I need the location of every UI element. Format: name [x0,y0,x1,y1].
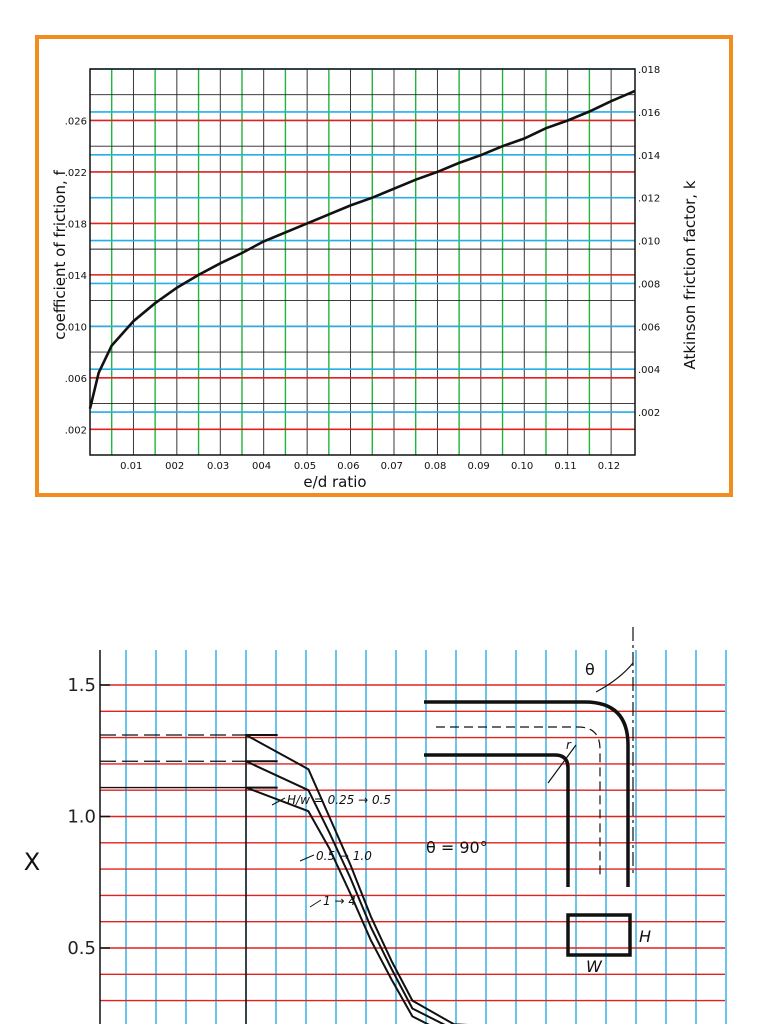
x-tick-label: 0.10 [510,461,534,472]
x-tick-label: 004 [251,461,272,472]
friction-factor-chart [35,35,733,497]
y-tick-label: .006 [64,373,87,385]
bend-outer-wall [424,702,628,887]
x-tick-label: 0.09 [467,461,490,472]
y-tick-label: 1.5 [67,675,96,696]
y-tick-label: .026 [64,116,87,128]
curve-label-2-leader [300,855,314,861]
y2-tick-label: .006 [638,322,661,334]
y-tick-label: .018 [64,219,87,231]
x-tick-label: 0.05 [293,461,317,472]
x-tick-label: 0.11 [554,461,577,472]
y2-tick-label: .002 [638,408,661,420]
y-tick-label: .014 [64,270,87,282]
curve-label-1: H/w = 0.25 → 0.5 [287,793,392,807]
y-axis-label: coefficient of friction, f [51,170,69,340]
y2-tick-label: .004 [638,365,661,377]
y2-tick-label: .012 [638,193,661,205]
width-label: W [586,957,602,976]
bend-curve [246,735,662,1024]
bend-curves [100,735,662,1024]
x-tick-label: 0.12 [597,461,621,472]
x-axis-label: e/d ratio [303,473,367,491]
y-tick-label: 1.0 [67,806,96,828]
y2-tick-label: .008 [638,279,661,291]
x-tick-label: 0.07 [380,461,403,472]
tick-labels [67,675,110,959]
x-tick-label: 0.03 [206,461,230,472]
grid-lines [100,650,726,1024]
x-tick-label: 0.01 [120,461,143,472]
angle-label: θ = 90° [426,838,488,857]
height-label: H [639,927,652,946]
bend-diagram [424,627,651,976]
y2-tick-label: .010 [638,236,661,248]
x-tick-label: 0.08 [424,461,447,472]
curve-labels [272,793,391,908]
y2-tick-label: .016 [638,107,661,119]
bend-curve [246,788,662,1024]
x-tick-label: 0.06 [337,461,360,472]
curve-label-2: 0.5 → 1.0 [316,849,372,863]
bend-factor-chart [0,615,768,1024]
x-tick-label: 002 [165,461,185,472]
curve-label-3: 1 → 4 [323,894,356,908]
y-tick-label: .022 [64,167,87,179]
y-tick-label: 0.5 [67,938,96,959]
y-tick-label: .010 [64,322,87,334]
y2-tick-label: .014 [638,150,661,162]
chart-frame [37,37,731,495]
y-axis-label: X [23,848,41,876]
y2-axis-label: Atkinson friction factor, k [681,180,699,370]
curve-label-3-leader [310,900,321,907]
radius-label: r [566,738,571,752]
theta-label: θ [585,660,595,679]
theta-arc [596,663,633,692]
y-tick-label: .002 [64,425,87,437]
y2-tick-label: .018 [638,65,661,76]
